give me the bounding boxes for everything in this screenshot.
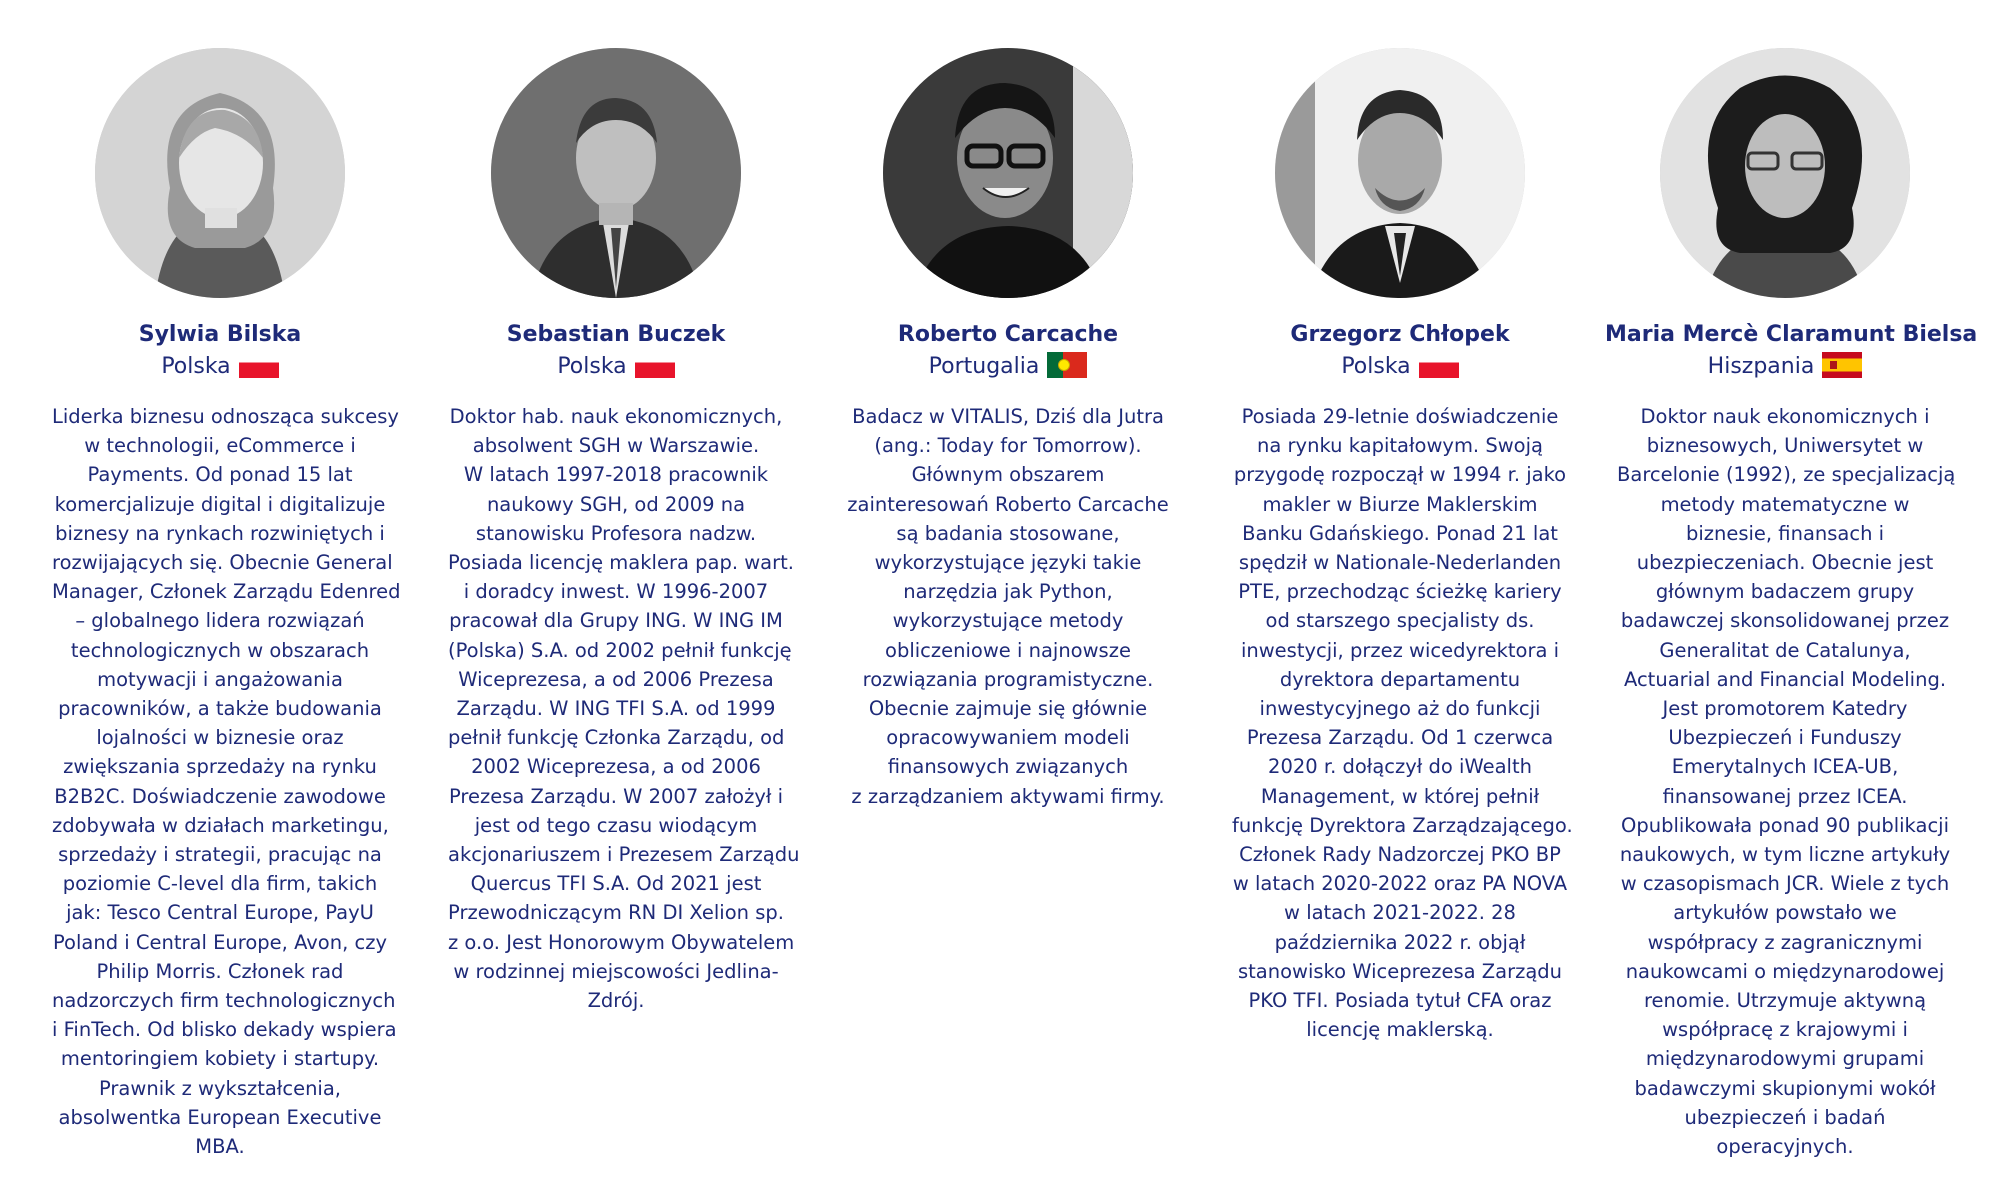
bio-line: komercjalizuje digital i digitalizuje [54, 492, 386, 516]
bio-line: Prawnik z wykształcenia, [99, 1076, 341, 1100]
bio-line: Posiada 29-letnie doświadczenie [1241, 405, 1559, 428]
bio-line: Philip Morris. Członek rad [96, 959, 344, 983]
country-label: Portugalia [928, 354, 1040, 379]
bio-line: Poland i Central Europe, Avon, czy [52, 930, 387, 954]
portrait-icon [95, 48, 345, 298]
bio-line: międzynarodowymi grupami [1645, 1047, 1925, 1071]
country-label: Hiszpania [1707, 354, 1815, 379]
portugal-flag-icon [1047, 352, 1087, 378]
bio-line: zwiększania sprzedaży na rynku [63, 755, 377, 779]
bio-line: od starszego specjalisty ds. [1265, 609, 1535, 633]
speaker-country [40, 352, 400, 382]
bio-line: Doktor nauk ekonomicznych i [1640, 405, 1930, 428]
bio-line: na rynku kapitałowym. Swoją [1257, 434, 1543, 458]
speaker-name: Grzegorz Chłopek [1290, 322, 1510, 347]
poland-flag-icon [635, 352, 675, 378]
speaker-bio [840, 402, 1176, 811]
speaker-bio [1232, 402, 1573, 1044]
bio-line: i FinTech. Od blisko dekady wspiera [52, 1018, 397, 1042]
bio-line: operacyjnych. [1716, 1135, 1854, 1159]
bio-line: Doktor hab. nauk ekonomicznych, [449, 405, 783, 428]
bio-line: jak: Tesco Central Europe, PayU [66, 901, 374, 925]
bio-line: w latach 2021-2022. 28 [1284, 901, 1516, 925]
bio-line: makler w Biurze Maklerskim [1262, 492, 1538, 516]
bio-line: Prezesa Zarządu. Od 1 czerwca [1246, 726, 1554, 750]
bio-line: spędził w Nationale-Nederlanden [1238, 551, 1562, 575]
bio-line: inwestycji, przez wicedyrektora i [1240, 638, 1560, 662]
avatar-photo [95, 48, 345, 298]
bio-line: (ang.: Today for Tomorrow). [874, 434, 1142, 458]
bio-line: technologicznych w obszarach [70, 638, 370, 662]
bio-line: Obecnie zajmuje się głównie [868, 697, 1148, 721]
bio-line: października 2022 r. objął [1274, 930, 1526, 954]
speaker-card [52, 0, 401, 1200]
bio-line: naukowcami o międzynarodowej [1625, 959, 1945, 983]
country-label: Polska [557, 354, 627, 379]
bio-line: Manager, Członek Zarządu Edenred [52, 580, 401, 604]
bio-line: 2020 r. dołączył do iWealth [1268, 755, 1532, 779]
bio-line: Zarządu. W ING TFI S.A. od 1999 [456, 697, 776, 721]
bio-line: obliczeniowe i najnowsze [885, 638, 1131, 662]
bio-line: Jest promotorem Katedry [1662, 697, 1908, 721]
avatar-photo [1660, 48, 1910, 298]
bio-line: Banku Gdańskiego. Ponad 21 lat [1242, 521, 1558, 545]
speaker-bio [1617, 402, 1956, 1161]
bio-line: Wiceprezesa, a od 2006 Prezesa [458, 667, 774, 691]
bio-line: Barcelonie (1992), ze specjalizacją [1617, 463, 1956, 487]
bio-line: (Polska) S.A. od 2002 pełnił funkcję [448, 638, 792, 662]
bio-line: narzędzia jak Python, [903, 580, 1113, 604]
speaker-country [1605, 352, 1965, 382]
bio-line: rozwiązania programistyczne. [862, 667, 1154, 691]
bio-line: – globalnego lidera rozwiązań [75, 609, 365, 633]
bio-line: pracował dla Grupy ING. W ING IM [449, 609, 783, 633]
speaker-bio [52, 402, 401, 1161]
avatar-photo [883, 48, 1133, 298]
speaker-bio [448, 402, 800, 1015]
bio-line: w czasopismach JCR. Wiele z tych [1620, 872, 1950, 896]
bio-line: przygodę rozpoczął w 1994 r. jako [1233, 463, 1567, 487]
portrait-icon [491, 48, 741, 298]
bio-line: absolwentka European Executive [58, 1105, 382, 1129]
poland-flag-icon [1419, 352, 1459, 378]
bio-line: Głównym obszarem [911, 463, 1105, 487]
bio-line: Zdrój. [587, 989, 645, 1013]
bio-line: opracowywaniem modeli [886, 726, 1130, 750]
bio-line: Emerytalnych ICEA-UB, [1671, 755, 1899, 779]
bio-line: motywacji i angażowania [97, 667, 343, 691]
country-label: Polska [1341, 354, 1411, 379]
bio-line: biznesowych, Uniwersytet w [1646, 434, 1924, 458]
bio-line: licencję maklerską. [1306, 1018, 1494, 1042]
bio-line: stanowisko Wiceprezesa Zarządu [1237, 959, 1563, 983]
speaker-country [1220, 352, 1580, 382]
spain-flag-icon [1822, 352, 1862, 378]
bio-line: głównym badaczem grupy [1655, 580, 1915, 604]
avatar-photo [491, 48, 741, 298]
bio-line: PTE, przechodząc ścieżkę kariery [1238, 580, 1562, 604]
bio-line: zdobywała w działach marketingu, [52, 813, 389, 837]
speaker-country [436, 352, 796, 382]
bio-line: Payments. Od ponad 15 lat [87, 463, 353, 487]
bio-line: inwestycyjnego aż do funkcji [1259, 697, 1541, 721]
bio-line: wykorzystujące metody [892, 609, 1124, 633]
bio-line: badawczymi skupionymi wokół [1634, 1076, 1936, 1100]
bio-line: finansowych związanych [887, 755, 1129, 779]
bio-line: lojalności w biznesie oraz [96, 726, 344, 750]
speaker-name: Sylwia Bilska [138, 322, 302, 347]
bio-line: metody matematyczne w [1660, 492, 1910, 516]
speaker-card [448, 0, 800, 1200]
bio-line: finansowanej przez ICEA. [1662, 784, 1908, 808]
bio-line: Prezesa Zarządu. W 2007 założył i [448, 784, 784, 808]
bio-line: funkcję Dyrektora Zarządzającego. [1232, 813, 1573, 837]
speaker-name: Sebastian Buczek [506, 322, 726, 347]
bio-line: B2B2C. Doświadczenie zawodowe [54, 784, 386, 808]
bio-line: wykorzystujące języki takie [874, 551, 1142, 575]
bio-line: współpracy z zagranicznymi [1647, 930, 1923, 954]
avatar-photo [1275, 48, 1525, 298]
speaker-card [1232, 0, 1573, 1200]
bio-line: są badania stosowane, [896, 521, 1120, 545]
bio-line: akcjonariuszem i Prezesem Zarządu [448, 843, 800, 867]
bio-line: w rodzinnej miejscowości Jedlina- [453, 959, 779, 983]
bio-line: nadzorczych firm technologicznych [52, 989, 396, 1013]
bio-line: jest od tego czasu wiodącym [474, 813, 758, 837]
bio-line: stanowisku Profesora nadzw. [475, 521, 757, 545]
bio-line: pracowników, a także budowania [58, 697, 382, 721]
bio-line: Liderka biznesu odnosząca sukcesy [52, 405, 399, 428]
bio-line: pełnił funkcję Członka Zarządu, od [448, 726, 785, 750]
portrait-icon [1660, 48, 1910, 298]
bio-line: Management, w której pełnił [1260, 784, 1540, 808]
bio-line: biznesie, finansach i [1685, 521, 1885, 545]
bio-line: Przewodniczącym RN DI Xelion sp. [448, 901, 784, 925]
bio-line: MBA. [195, 1135, 245, 1159]
bio-line: Quercus TFI S.A. Od 2021 jest [470, 872, 762, 896]
bio-line: Opublikowała ponad 90 publikacji [1620, 813, 1950, 837]
bio-line: poziomie C-level dla firm, takich [62, 872, 378, 896]
bio-line: Ubezpieczeń i Funduszy [1668, 726, 1902, 750]
bio-line: mentoringiem kobiety i startupy. [60, 1047, 380, 1071]
bio-line: Posiada licencję maklera pap. wart. [448, 551, 794, 575]
bio-line: artykułów powstało we [1673, 901, 1897, 925]
bio-line: 2002 Wiceprezesa, a od 2006 [471, 755, 761, 779]
speaker-card [1605, 0, 1978, 1200]
bio-line: sprzedaży i strategii, pracując na [58, 843, 382, 867]
country-label: Polska [161, 354, 231, 379]
poland-flag-icon [239, 352, 279, 378]
bio-line: naukowy SGH, od 2009 na [486, 492, 746, 516]
bio-line: Członek Rady Nadzorczej PKO BP [1239, 843, 1561, 867]
speaker-card [848, 0, 1168, 1200]
bio-line: zainteresowań Roberto Carcache [847, 492, 1169, 516]
speaker-name: Roberto Carcache [897, 322, 1119, 347]
bio-line: W latach 1997-2018 pracownik [463, 463, 769, 487]
bio-line: i doradcy inwest. W 1996-2007 [463, 580, 769, 604]
bio-line: badawczej skonsolidowanej przez [1620, 609, 1950, 633]
bio-line: rozwijających się. Obecnie General [52, 551, 393, 575]
bio-line: Generalitat de Catalunya, [1659, 638, 1911, 662]
portrait-icon [1275, 48, 1525, 298]
bio-line: naukowych, w tym liczne artykuły [1619, 843, 1951, 867]
bio-line: w latach 2020-2022 oraz PA NOVA [1232, 872, 1568, 896]
speaker-name: Maria Mercè Claramunt Bielsa [1605, 322, 1978, 347]
bio-line: z o.o. Jest Honorowym Obywatelem [448, 930, 795, 954]
bio-line: ubezpieczeniach. Obecnie jest [1636, 551, 1934, 575]
bio-line: ubezpieczeń i badań [1684, 1105, 1886, 1129]
speaker-country [828, 352, 1188, 382]
bio-line: renomie. Utrzymuje aktywną [1643, 989, 1927, 1013]
bio-line: dyrektora departamentu [1279, 667, 1521, 691]
bio-line: w technologii, eCommerce i [84, 434, 356, 458]
bio-line: Actuarial and Financial Modeling. [1623, 667, 1947, 691]
bio-line: współpracę z krajowymi i [1662, 1018, 1908, 1042]
portrait-icon [883, 48, 1133, 298]
bio-line: PKO TFI. Posiada tytuł CFA oraz [1248, 989, 1552, 1013]
bio-line: absolwent SGH w Warszawie. [472, 434, 760, 458]
bio-line: biznesy na rynkach rozwiniętych i [55, 521, 385, 545]
bio-line: z zarządzaniem aktywami firmy. [851, 784, 1165, 808]
bio-line: Badacz w VITALIS, Dziś dla Jutra [852, 405, 1164, 428]
